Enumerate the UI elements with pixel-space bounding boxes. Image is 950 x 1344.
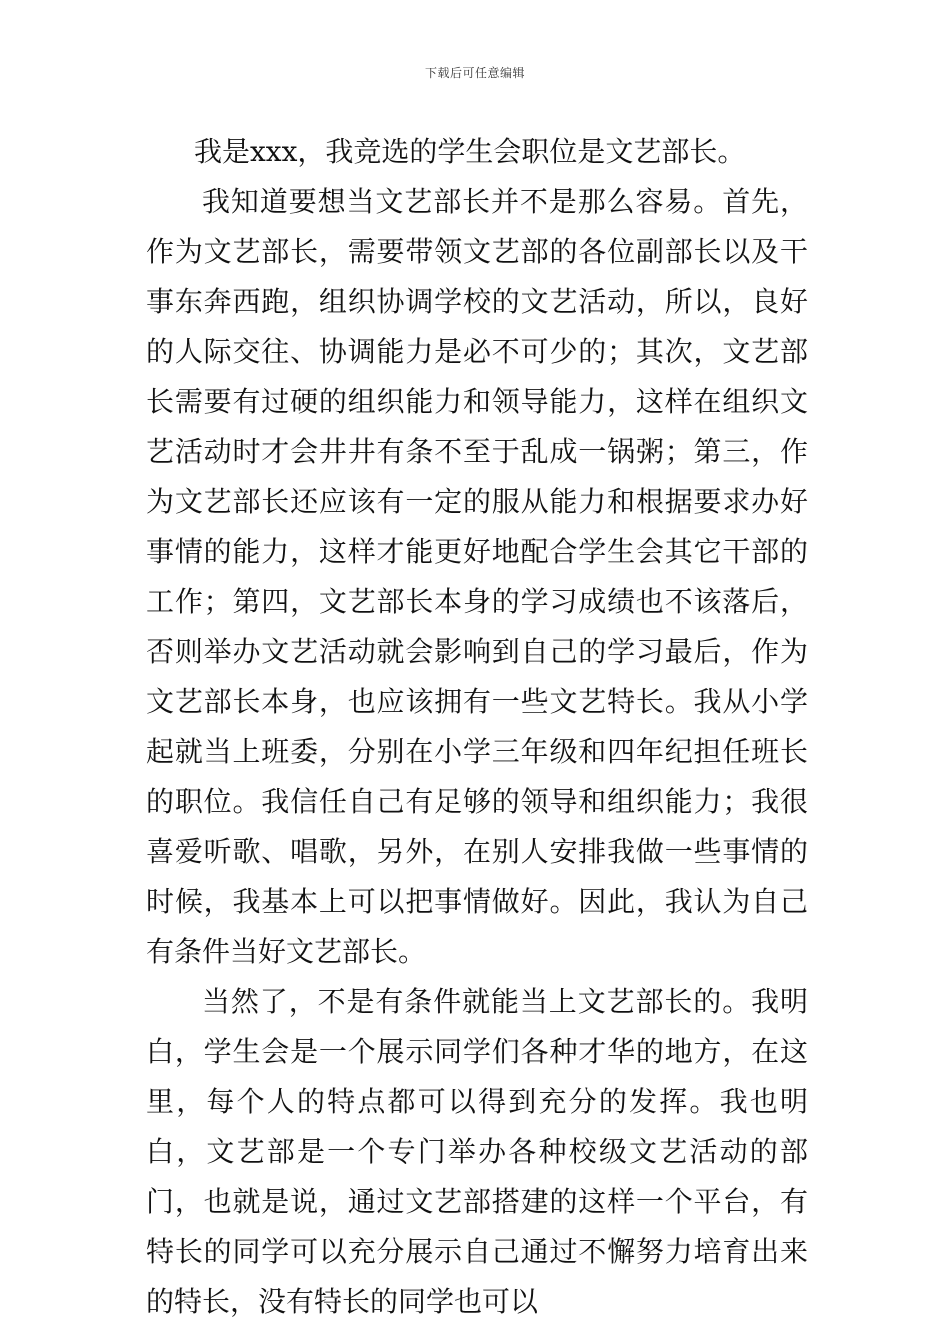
header-note: 下载后可任意编辑 — [424, 66, 525, 80]
paragraph-intro: 我是xxx，我竞选的学生会职位是文艺部长。 — [194, 135, 746, 168]
paragraph-qualifications: 我知道要想当文艺部长并不是那么容易。首先，作为文艺部长，需要带领文艺部的各位副部长以及干事东奔西跑，组织协调学校的文艺活动，所以，良好的人际交往、协调能力是必不可少的；其次，文艺部长需要有过硬的组织能力和领导能力，这样在组织文艺活动时才会井井有条不至于乱成一锅粥；第三，作为文艺部长还应该有一定的服从能力和根据要求办好事情的能力，这样才能更好地配合学生会其它干部的工作；第四，文艺部长本身的学习成绩也不该落后，否则举办文艺活动就会影响到自己的学习最后，作为文艺部长本身，也应该拥有一些文艺特长。我从小学起就当上班委，分别在小学三年级和四年纪担任班长的职位。我信任自己有足够的领导和组织能力；我很喜爱听歌、唱歌，另外，在别人安排我做一些事情的时候，我基本上可以把事情做好。因此，我认为自己有条件当好文艺部长。 — [146, 185, 808, 968]
document-body — [146, 127, 808, 1327]
paragraph-understanding: 当然了，不是有条件就能当上文艺部长的。我明白，学生会是一个展示同学们各种才华的地方，在这里，每个人的特点都可以得到充分的发挥。我也明白，文艺部是一个专门举办各种校级文艺活动的部门，也就是说，通过文艺部搭建的这样一个平台，有特长的同学可以充分展示自己通过不懈努力培育出来的特长，没有特长的同学也可以 — [146, 985, 808, 1318]
